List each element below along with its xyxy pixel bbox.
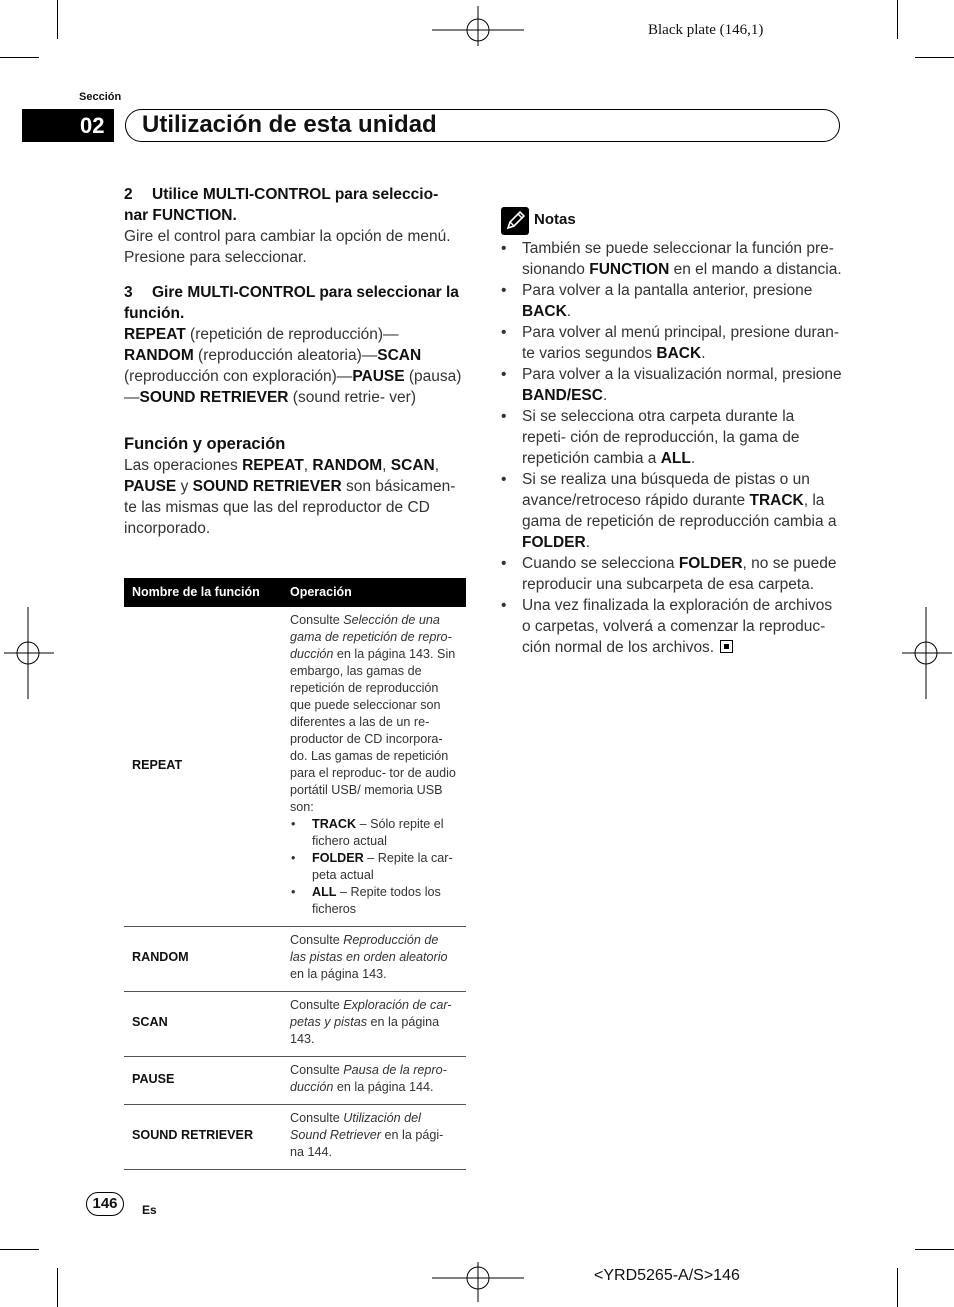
list-item bbox=[500, 469, 842, 553]
cross-reference: Exploración de car- petas y pistas bbox=[290, 998, 452, 1029]
subheading: Función y operación bbox=[124, 435, 286, 453]
function-name: REPEAT bbox=[124, 607, 282, 927]
bold-term: TRACK bbox=[749, 492, 804, 509]
list-item bbox=[290, 884, 458, 918]
section-label: Sección bbox=[79, 91, 122, 103]
step-3-heading bbox=[124, 282, 466, 324]
bold-term: SCAN bbox=[390, 457, 435, 474]
bold-term: FOLDER bbox=[678, 555, 743, 572]
text: , bbox=[434, 457, 440, 474]
crop-mark bbox=[915, 57, 954, 58]
list-item bbox=[500, 595, 842, 658]
function-operation bbox=[282, 927, 466, 992]
bold-term: FUNCTION bbox=[589, 261, 670, 278]
text: . bbox=[566, 303, 572, 320]
table-row bbox=[124, 992, 466, 1057]
bold-term: BAND/ESC bbox=[522, 387, 603, 404]
bold-term: FOLDER bbox=[522, 534, 586, 551]
crop-mark bbox=[57, 0, 58, 39]
text: . bbox=[585, 534, 591, 551]
document-code: <YRD5265-A/S>146 bbox=[594, 1267, 740, 1284]
end-mark-icon bbox=[720, 640, 733, 653]
text: Consulte bbox=[290, 998, 344, 1012]
crop-mark bbox=[915, 1249, 954, 1250]
cross-reference: Selección de una gama de repetición de repro- ducción bbox=[290, 613, 452, 661]
list-item bbox=[290, 850, 458, 884]
step-title: Gire MULTI-CONTROL para seleccionar la función. bbox=[124, 284, 459, 322]
registration-mark-right bbox=[902, 607, 952, 699]
text: – Repite la car- peta actual bbox=[312, 851, 453, 882]
list-item bbox=[500, 322, 842, 364]
text: . bbox=[701, 345, 706, 362]
text: Para volver a la pantalla anterior, presione bbox=[522, 282, 813, 299]
notes-list bbox=[500, 238, 842, 658]
text: y bbox=[176, 478, 193, 495]
step-number: 2 bbox=[124, 186, 133, 203]
text: (reproducción con exploración)— bbox=[124, 368, 353, 385]
text: (pausa)— bbox=[124, 368, 462, 406]
list-item bbox=[290, 816, 458, 850]
list-item bbox=[500, 553, 842, 595]
bold-term: RANDOM bbox=[312, 457, 383, 474]
column-header-operation: Operación bbox=[282, 578, 466, 607]
table-row bbox=[124, 927, 466, 992]
bold-term: SCAN bbox=[377, 347, 422, 364]
bold-term: TRACK bbox=[312, 817, 357, 831]
function-name: SOUND RETRIEVER bbox=[124, 1105, 282, 1170]
crop-mark bbox=[897, 1268, 898, 1307]
text: (sound retrie- ver) bbox=[288, 389, 416, 406]
function-name: SCAN bbox=[124, 992, 282, 1057]
section-title: Utilización de esta unidad bbox=[142, 111, 437, 138]
function-operation bbox=[282, 607, 466, 927]
page-number: 146 bbox=[86, 1192, 124, 1216]
left-column bbox=[124, 184, 466, 539]
bold-term: ALL bbox=[312, 885, 337, 899]
text: Para volver a la visualización normal, presione bbox=[522, 366, 842, 383]
text: Si se selecciona otra carpeta durante la repeti- ción de reproducción, la gama de repetición cambia a bbox=[522, 408, 800, 467]
text: , bbox=[303, 457, 313, 474]
function-operation bbox=[282, 1057, 466, 1105]
text: son básicamen- te las mismas que las del reproductor de CD incorporado. bbox=[124, 478, 456, 537]
notes-column bbox=[500, 238, 842, 658]
text: Consulte bbox=[290, 933, 344, 947]
text: en la página 143. bbox=[290, 1015, 440, 1046]
cross-reference: Utilización del Sound Retriever bbox=[290, 1111, 421, 1142]
bold-term: BACK bbox=[656, 345, 702, 362]
table-row bbox=[124, 1057, 466, 1105]
text: Consulte bbox=[290, 1063, 344, 1077]
pencil-icon bbox=[501, 207, 529, 235]
text: Consulte bbox=[290, 1111, 344, 1125]
notes-title: Notas bbox=[534, 211, 576, 228]
function-operation bbox=[282, 1105, 466, 1170]
text: Cuando se selecciona bbox=[522, 555, 679, 572]
table-row bbox=[124, 1105, 466, 1170]
bold-term: SOUND RETRIEVER bbox=[139, 389, 289, 406]
language-code: Es bbox=[142, 1203, 157, 1217]
registration-mark-top bbox=[432, 6, 524, 46]
text: en la pági- na 144. bbox=[290, 1128, 444, 1159]
text: Para volver al menú principal, presione duran- te varios segundos bbox=[522, 324, 840, 362]
table-row bbox=[124, 607, 466, 927]
list-item bbox=[500, 238, 842, 280]
text: Las operaciones bbox=[124, 457, 243, 474]
plate-label: Black plate (146,1) bbox=[648, 22, 764, 38]
text: , la gama de repetición de reproducción cambia a bbox=[522, 492, 837, 530]
step-3-body bbox=[124, 324, 466, 408]
crop-mark bbox=[0, 1249, 39, 1250]
step-2-heading bbox=[124, 184, 466, 226]
list-item bbox=[500, 406, 842, 469]
step-2-body: Gire el control para cambiar la opción de menú. Presione para seleccionar. bbox=[124, 228, 451, 266]
column-header-name: Nombre de la función bbox=[124, 578, 282, 607]
bold-term: SOUND RETRIEVER bbox=[192, 478, 342, 495]
bold-term: REPEAT bbox=[242, 457, 304, 474]
function-name: PAUSE bbox=[124, 1057, 282, 1105]
registration-mark-left bbox=[4, 607, 54, 699]
text: en la página 143. Sin embargo, las gamas de repetición de reproducción que puede seleccionar son diferentes a las de un re- productor de CD incorpora- do. Las gamas de repetición para el reproduc- tor de audio portátil USB/ memoria USB son: bbox=[290, 647, 456, 814]
cross-reference: Pausa de la repro- ducción bbox=[290, 1063, 447, 1094]
text: Consulte bbox=[290, 613, 344, 627]
step-title: Utilice MULTI-CONTROL para seleccio- nar FUNCTION. bbox=[124, 186, 439, 224]
text: (repetición de reproducción)— bbox=[185, 326, 399, 343]
intro-paragraph bbox=[124, 455, 466, 539]
bold-term: PAUSE bbox=[352, 368, 405, 385]
bold-term: REPEAT bbox=[124, 326, 186, 343]
bold-term: PAUSE bbox=[124, 478, 177, 495]
text: Si se realiza una búsqueda de pistas o un avance/retroceso rápido durante bbox=[522, 471, 810, 509]
crop-mark bbox=[897, 0, 898, 39]
text: en la página 144. bbox=[333, 1080, 434, 1094]
bold-term: BACK bbox=[522, 303, 567, 320]
step-number: 3 bbox=[124, 284, 133, 301]
section-number: 02 bbox=[22, 109, 114, 142]
text: Una vez finalizada la exploración de archivos o carpetas, volverá a comenzar la reproduc- ción normal de los archivos. bbox=[522, 597, 833, 656]
function-table bbox=[124, 578, 466, 1170]
text: , bbox=[382, 457, 391, 474]
cross-reference: Reproducción de las pistas en orden aleatorio bbox=[290, 933, 448, 964]
text: – Repite todos los ficheros bbox=[312, 885, 441, 916]
registration-mark-bottom bbox=[432, 1262, 524, 1302]
text: . bbox=[602, 387, 608, 404]
table-header-row bbox=[124, 578, 466, 607]
text: – Sólo repite el fichero actual bbox=[312, 817, 444, 848]
crop-mark bbox=[57, 1268, 58, 1307]
text: , no se puede reproducir una subcarpeta de esa carpeta. bbox=[522, 555, 837, 593]
function-name: RANDOM bbox=[124, 927, 282, 992]
text: en la página 143. bbox=[290, 967, 387, 981]
function-operation bbox=[282, 992, 466, 1057]
bold-term: ALL bbox=[660, 450, 691, 467]
crop-mark bbox=[0, 57, 39, 58]
text: (reproducción aleatoria)— bbox=[193, 347, 378, 364]
list-item bbox=[500, 280, 842, 322]
bold-term: RANDOM bbox=[124, 347, 194, 364]
list-item bbox=[500, 364, 842, 406]
text: . bbox=[690, 450, 696, 467]
repeat-range-list bbox=[290, 816, 458, 918]
text: También se puede seleccionar la función pre- sionando bbox=[522, 240, 834, 278]
bold-term: FOLDER bbox=[312, 851, 364, 865]
text: en el mando a distancia. bbox=[669, 261, 842, 278]
